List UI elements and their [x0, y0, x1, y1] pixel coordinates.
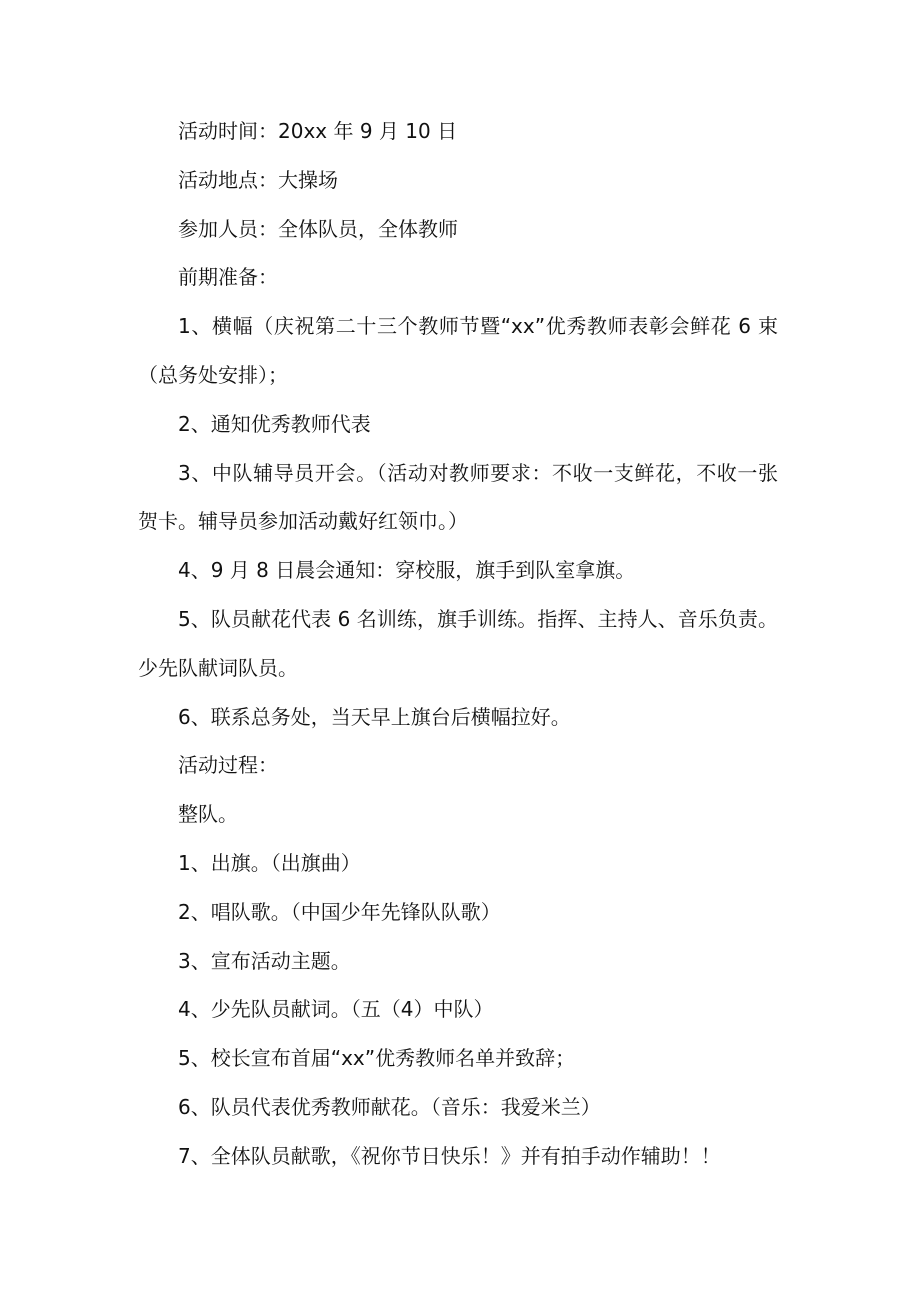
participants: 参加人员：全体队员，全体教师: [178, 216, 458, 241]
process-lineup: 整队。: [178, 802, 238, 827]
preparation-heading: 前期准备：: [178, 265, 278, 290]
activity-time: 活动时间：20xx 年 9 月 10 日: [178, 119, 458, 143]
preparation-item-5: 5、队员献花代表 6 名训练，旗手训练。指挥、主持人、音乐负责。少先队献词队员。: [138, 606, 778, 680]
preparation-item-4: 4、9 月 8 日晨会通知：穿校服，旗手到队室拿旗。: [178, 558, 636, 583]
preparation-item-1: 1、横幅（庆祝第二十三个教师节暨“xx”优秀教师表彰会鲜花 6 束（总务处安排）；: [138, 314, 778, 387]
process-item-1: 1、出旗。（出旗曲）: [178, 850, 361, 875]
process-item-2: 2、唱队歌。（中国少年先锋队队歌）: [178, 899, 501, 924]
process-item-6: 6、队员代表优秀教师献花。（音乐：我爱米兰）: [178, 1094, 601, 1119]
process-heading: 活动过程：: [178, 753, 278, 778]
process-item-5: 5、校长宣布首届“xx”优秀教师名单并致辞；: [178, 1046, 576, 1071]
process-item-7: 7、全体队员献歌，《祝你节日快乐！》并有拍手动作辅助！！: [178, 1143, 721, 1168]
preparation-item-3: 3、中队辅导员开会。（活动对教师要求：不收一支鲜花，不收一张贺卡。辅导员参加活动戴好红领巾。）: [138, 460, 778, 534]
activity-location: 活动地点：大操场: [178, 167, 338, 192]
preparation-item-2: 2、通知优秀教师代表: [178, 411, 371, 436]
process-item-4: 4、少先队员献词。（五（4）中队）: [178, 997, 494, 1022]
preparation-item-6: 6、联系总务处，当天早上旗台后横幅拉好。: [178, 704, 571, 729]
process-item-3: 3、宣布活动主题。: [178, 948, 351, 973]
document-body: [138, 107, 778, 1181]
